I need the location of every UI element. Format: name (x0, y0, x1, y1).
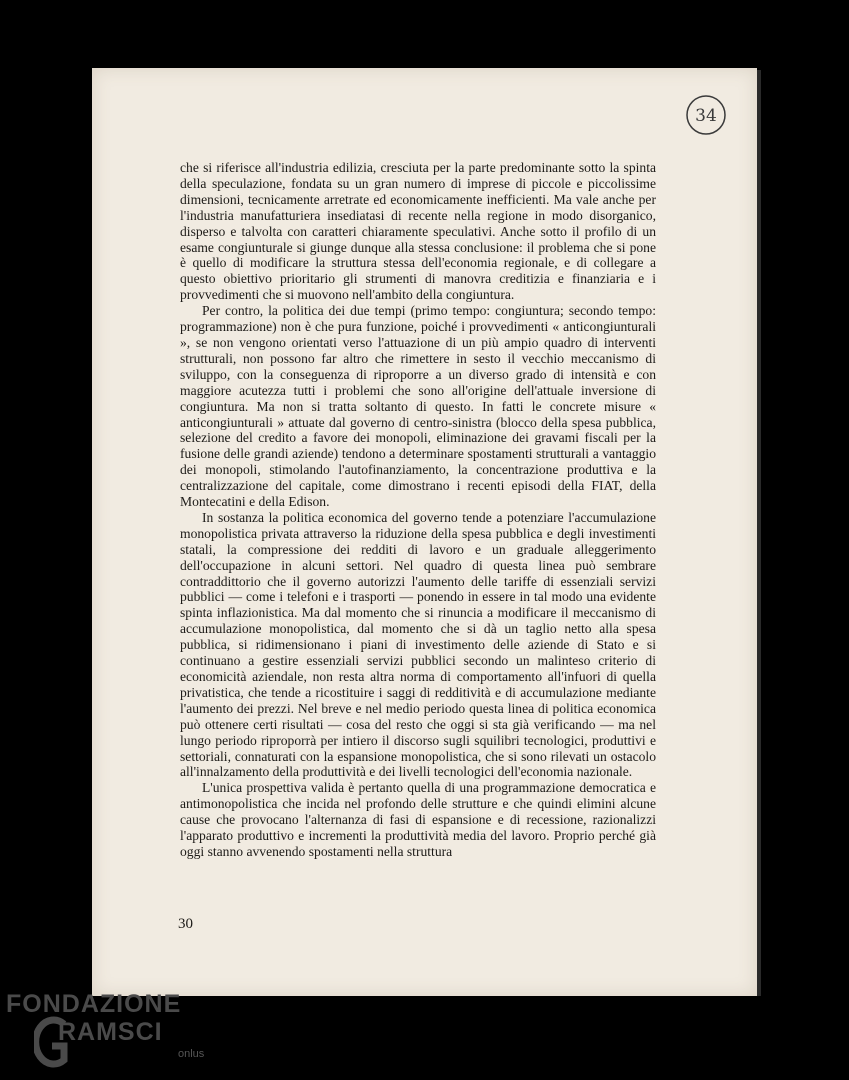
logo-line-2: RAMSCI (58, 1018, 163, 1046)
logo-line-3: onlus (178, 1048, 205, 1060)
handwritten-page-annotation (684, 93, 728, 137)
body-text (180, 160, 656, 860)
page-edge (757, 70, 761, 996)
page-number: 30 (178, 916, 193, 932)
fondazione-gramsci-logo (6, 990, 216, 1076)
paragraph-3: In sostanza la politica economica del governo tende a potenziare l'accumulazione monopolistica privata attraverso la riduzione della spesa pubblica e degli investimenti statali, la compressione dei redditi di lavoro e un graduale alleggerimento dell'occupazione in alcuni settori. Nel quadro di questa linea può sembrare contraddittorio che il governo autorizzi l'aumento delle tariffe di essenziali servizi pubblici — come i telefoni e i trasporti — ponendo in essere in tal modo una evidente spinta inflazionistica. Ma dal momento che si rinuncia a modificare il meccanismo di accumulazione monopolistica, dal momento che si dà un taglio netto alla spesa pubblica, si ridimensionano i piani di investimento delle aziende di Stato e si continuano a gestire essenziali servizi pubblici secondo un malinteso criterio di economicità aziendale, non resta altra norma di comportamento all'infuori di quella privatistica, che tende a ricostituire i saggi di redditività e di accumulazione mediante l'aumento dei prezzi. Nel breve e nel medio periodo questa linea di politica economica può ottenere certi risultati — cosa del resto che oggi si sta già verificando — ma nel lungo periodo riproporrà per intiero il discorso sugli squilibri tecnologici, produttivi e settoriali, connaturati con la espansione monopolistica, che si sono rilevati un ostacolo all'innalzamento della produttività e dei livelli tecnologici dell'economia nazionale. (180, 509, 656, 780)
paragraph-2: Per contro, la politica dei due tempi (primo tempo: congiuntura; secondo tempo: programmazione) non è che pura funzione, poiché i provvedimenti « anticongiunturali », se non vengono orientati verso l'attuazione di un più ampio quadro di interventi strutturali, non possono far altro che rimettere in sesto il vecchio meccanismo di sviluppo, con la conseguenza di riproporre a un diverso grado di intensità e con maggiore acutezza tutti i problemi che sono all'origine dell'attuale inversione di congiuntura. Ma non si tratta soltanto di questo. In fatti le concrete misure « anticongiunturali » attuate dal governo di centro-sinistra (blocco della spesa pubblica, selezione del credito a favore dei monopoli, eliminazione dei gravami fiscali per la fusione delle grandi aziende) tendono a determinare spostamenti strutturali a vantaggio dei monopoli, stimolando l'autofinanziamento, la concentrazione produttiva e la centralizzazione del capitale, come dimostrano i recenti episodi della FIAT, della Montecatini e della Edison. (180, 303, 656, 510)
paragraph-4: L'unica prospettiva valida è pertanto quella di una programmazione democratica e antimonopolistica che incida nel profondo delle strutture e che quindi elimini alcune cause che provocano l'alternanza di fasi di espansione e di recessione, razionalizzi l'apparato produttivo e incrementi la produttività media del lavoro. Proprio perché già oggi stanno avvenendo spostamenti nella struttura (180, 780, 656, 859)
paragraph-1: che si riferisce all'industria edilizia, cresciuta per la parte predominante sotto la spinta della speculazione, fondata su un gran numero di imprese di piccole e piccolissime dimensioni, tecnicamente arretrate ed economicamente inefficienti. Ma vale anche per l'industria manufatturiera insediatasi di recente nella regione in modo disorganico, disperso e talvolta con caratteri chiaramente speculativi. Anche sotto il profilo di un esame congiunturale si giunge dunque alla stessa conclusione: il problema che si pone è quello di modificare la struttura stessa dell'economia regionale, e di collegare a questo obiettivo prioritario gli strumenti di manovra creditizia e finanziaria e i provvedimenti che si muovono nell'ambito della congiuntura. (180, 160, 656, 303)
logo-line-1: FONDAZIONE (6, 990, 182, 1018)
annotation-text: 34 (695, 106, 717, 126)
